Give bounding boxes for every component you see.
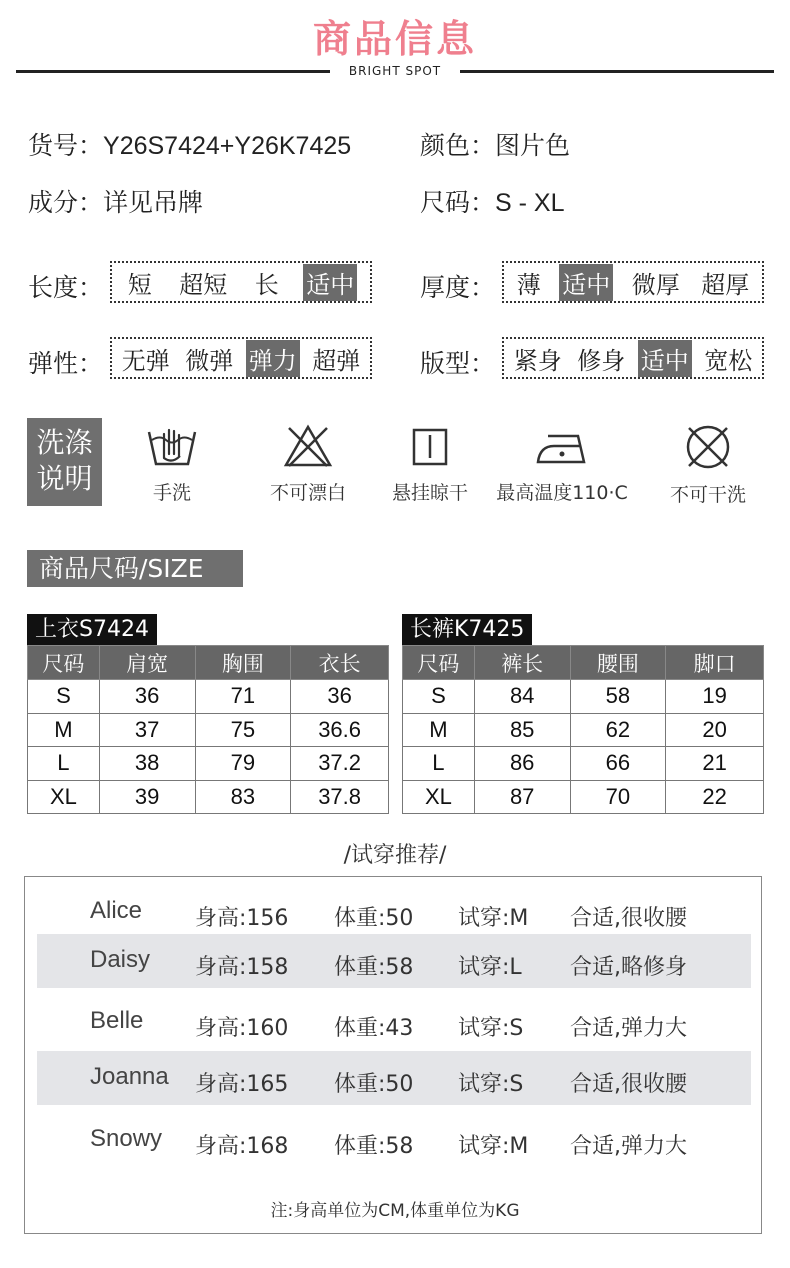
table-cell: 86	[474, 747, 570, 781]
table-cell: 21	[666, 747, 764, 781]
tryon-weight: 体重:43	[334, 1016, 414, 1041]
table-cell: 75	[195, 713, 291, 747]
page-subtitle: BRIGHT SPOT	[0, 64, 790, 78]
table-cell: 36	[99, 680, 195, 714]
table-cell: 36	[291, 680, 389, 714]
thickness-options	[502, 261, 764, 303]
hand-wash-icon	[146, 424, 198, 468]
iron-icon	[534, 424, 590, 468]
tryon-title: /试穿推荐/	[343, 843, 447, 868]
hang-dry-label: 悬挂晾干	[391, 482, 468, 504]
tryon-comment: 合适,略修身	[570, 955, 687, 980]
thickness-option: 薄	[516, 270, 541, 299]
column-header: 尺码	[28, 646, 100, 680]
table-cell: 62	[570, 713, 666, 747]
hang-dry-icon	[408, 424, 452, 468]
tryon-row	[37, 1051, 751, 1105]
tryon-name: Belle	[90, 1007, 144, 1034]
color-info: 颜色：图片色	[420, 131, 571, 160]
table-header-row	[28, 646, 389, 680]
tryon-size: 试穿:L	[458, 955, 522, 980]
iron-label: 最高温度110·C	[496, 482, 628, 504]
tryon-weight: 体重:50	[334, 906, 414, 931]
column-header: 腰围	[570, 646, 666, 680]
fit-option: 紧身	[513, 346, 562, 375]
unit-note: 注:身高单位为CM,体重单位为KG	[270, 1201, 520, 1221]
tryon-row	[37, 993, 751, 1047]
tryon-weight: 体重:50	[334, 1072, 414, 1097]
composition-info: 成分：详见吊牌	[28, 188, 204, 217]
elasticity-option: 无弹	[121, 346, 170, 375]
tryon-comment: 合适,弹力大	[570, 1134, 687, 1159]
tryon-name: Snowy	[90, 1125, 163, 1152]
no-dry-clean-label: 不可干洗	[669, 484, 746, 506]
column-header: 胸围	[195, 646, 291, 680]
elasticity-option: 微弹	[185, 346, 234, 375]
tryon-weight: 体重:58	[334, 1134, 414, 1159]
fit-option: 修身	[577, 346, 626, 375]
length-option: 超短	[179, 270, 228, 299]
table-row	[403, 747, 764, 781]
length-option: 长	[254, 270, 279, 299]
table-row	[28, 780, 389, 814]
length-options	[110, 261, 372, 303]
table-cell: 66	[570, 747, 666, 781]
wash-item-hang-dry	[374, 424, 486, 505]
tryon-height: 身高:158	[195, 955, 289, 980]
thickness-label: 厚度：	[420, 273, 496, 302]
table-row	[403, 780, 764, 814]
table-cell: 84	[474, 680, 570, 714]
tryon-name: Joanna	[90, 1063, 169, 1090]
length-label: 长度：	[28, 273, 104, 302]
tryon-size: 试穿:S	[458, 1072, 524, 1097]
table-cell: L	[28, 747, 100, 781]
table-cell: 22	[666, 780, 764, 814]
tryon-height: 身高:165	[195, 1072, 289, 1097]
table-cell: 58	[570, 680, 666, 714]
fit-label: 版型：	[420, 349, 496, 378]
table-cell: M	[28, 713, 100, 747]
tryon-height: 身高:160	[195, 1016, 289, 1041]
size-section-title: 商品尺码/SIZE	[27, 550, 243, 587]
tryon-name: Alice	[90, 897, 143, 924]
no-bleach-label: 不可漂白	[269, 482, 346, 504]
wash-item-no-bleach	[258, 424, 358, 505]
table-row	[28, 680, 389, 714]
table-row	[28, 713, 389, 747]
tryon-comment: 合适,很收腰	[570, 906, 687, 931]
elasticity-option: 超弹	[312, 346, 361, 375]
table-cell: L	[403, 747, 475, 781]
tryon-name: Daisy	[90, 946, 151, 973]
table-cell: XL	[403, 780, 475, 814]
elasticity-label: 弹性：	[28, 349, 104, 378]
elasticity-option: 弹力	[246, 340, 300, 377]
pants-size-table	[402, 645, 764, 814]
tryon-weight: 体重:58	[334, 955, 414, 980]
wash-item-hand-wash	[122, 424, 222, 505]
table-cell: 37.2	[291, 747, 389, 781]
column-header: 尺码	[403, 646, 475, 680]
tryon-height: 身高:156	[195, 906, 289, 931]
table-cell: S	[403, 680, 475, 714]
table-cell: 36.6	[291, 713, 389, 747]
table-cell: 71	[195, 680, 291, 714]
wash-item-no-dry-clean	[656, 424, 760, 507]
table-cell: 37.8	[291, 780, 389, 814]
no-bleach-icon	[283, 424, 333, 468]
elasticity-options	[110, 337, 372, 379]
column-header: 裤长	[474, 646, 570, 680]
table-cell: 79	[195, 747, 291, 781]
column-header: 衣长	[291, 646, 389, 680]
size-range-info: 尺码：S - XL	[420, 188, 565, 217]
fit-options	[502, 337, 764, 379]
length-option: 短	[127, 270, 152, 299]
pants-tag: 长裤K7425	[402, 614, 532, 646]
table-row	[403, 680, 764, 714]
fit-option: 宽松	[704, 346, 753, 375]
tryon-panel	[24, 876, 762, 1234]
thickness-option: 微厚	[631, 270, 680, 299]
table-cell: 85	[474, 713, 570, 747]
table-cell: M	[403, 713, 475, 747]
tryon-size: 试穿:M	[458, 1134, 529, 1159]
table-row	[403, 713, 764, 747]
item-no: 货号：Y26S7424+Y26K7425	[28, 131, 352, 160]
tops-tag: 上衣S7424	[27, 614, 157, 646]
table-cell: 83	[195, 780, 291, 814]
thickness-option: 超厚	[701, 270, 750, 299]
tryon-row	[37, 934, 751, 988]
table-cell: S	[28, 680, 100, 714]
tryon-row	[37, 1111, 751, 1165]
table-cell: 38	[99, 747, 195, 781]
column-header: 肩宽	[99, 646, 195, 680]
table-cell: 37	[99, 713, 195, 747]
tryon-height: 身高:168	[195, 1134, 289, 1159]
wash-item-iron	[488, 424, 636, 505]
tryon-size: 试穿:S	[458, 1016, 524, 1041]
table-cell: XL	[28, 780, 100, 814]
table-row	[28, 747, 389, 781]
composition-value: 详见吊牌	[103, 188, 204, 217]
table-cell: 39	[99, 780, 195, 814]
color-value: 图片色	[495, 131, 571, 160]
tops-size-table	[27, 645, 389, 814]
wash-section-title: 洗涤 说明	[27, 418, 102, 506]
thickness-option: 适中	[559, 264, 613, 301]
fit-option: 适中	[638, 340, 692, 377]
tryon-row	[37, 883, 751, 937]
length-option: 适中	[303, 264, 357, 301]
table-cell: 20	[666, 713, 764, 747]
hand-wash-label: 手洗	[152, 482, 191, 504]
table-cell: 19	[666, 680, 764, 714]
table-header-row	[403, 646, 764, 680]
tryon-comment: 合适,弹力大	[570, 1016, 687, 1041]
tryon-size: 试穿:M	[458, 906, 529, 931]
tryon-comment: 合适,很收腰	[570, 1072, 687, 1097]
page-title: 商品信息	[312, 17, 477, 61]
no-dry-clean-icon	[685, 424, 731, 470]
table-cell: 87	[474, 780, 570, 814]
column-header: 脚口	[666, 646, 764, 680]
size-range-value: S - XL	[495, 189, 565, 217]
item-no-value: Y26S7424+Y26K7425	[103, 132, 352, 160]
table-cell: 70	[570, 780, 666, 814]
